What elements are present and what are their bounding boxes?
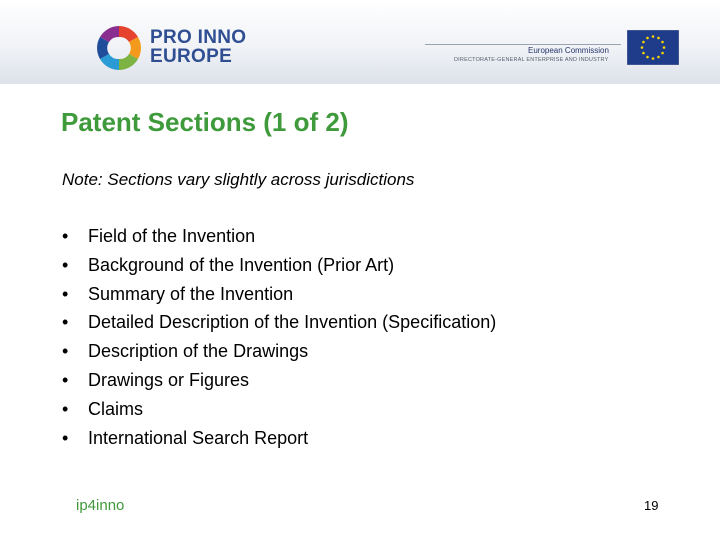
eu-star-icon [661,41,664,44]
bullet-icon: • [62,226,69,246]
ec-directorate: DIRECTORATE-GENERAL ENTERPRISE AND INDUSTRY [454,57,609,63]
eu-star-icon [661,52,664,55]
slide-note: Note: Sections vary slightly across jurisdictions [62,170,415,189]
list-item-text: Field of the Invention [88,226,256,246]
list-item-text: Summary of the Invention [88,283,294,304]
pro-inno-logo-text [150,28,246,66]
list-item-text: International Search Report [88,427,309,448]
eu-star-icon [657,37,660,40]
list-item-text: Background of the Invention (Prior Art) [88,254,395,275]
eu-star-icon [652,35,655,38]
bullet-icon: • [62,312,69,333]
eu-star-icon [646,37,649,40]
page-number: 19 [644,498,659,513]
eu-star-icon [663,46,666,49]
list-item-text: Claims [88,398,144,419]
header-band [0,0,720,84]
bullet-icon: • [62,341,69,362]
list-item-text: Detailed Description of the Invention (Specification) [88,312,497,333]
bullet-icon: • [62,427,69,448]
logo-line-1: PRO INNO [150,27,247,48]
list-item-text: Drawings or Figures [88,369,250,390]
eu-star-icon [657,56,660,59]
pro-inno-logo-icon [93,22,145,74]
eu-star-icon [652,57,655,60]
eu-star-icon [641,46,644,49]
eu-star-icon [642,52,645,55]
list-item-text: Description of the Drawings [88,341,309,362]
eu-star-icon [646,56,649,59]
logo-line-2: EUROPE [150,46,233,67]
bullet-icon: • [62,369,69,390]
bullet-icon: • [62,254,69,275]
footer-brand: ip4inno [76,497,125,514]
bullet-icon: • [62,398,69,419]
ec-name: European Commission [528,46,609,55]
eu-flag-icon [627,30,679,65]
slide-title: Patent Sections (1 of 2) [61,107,349,137]
eu-star-icon [642,41,645,44]
header-divider [425,44,621,45]
bullet-icon: • [62,283,69,304]
